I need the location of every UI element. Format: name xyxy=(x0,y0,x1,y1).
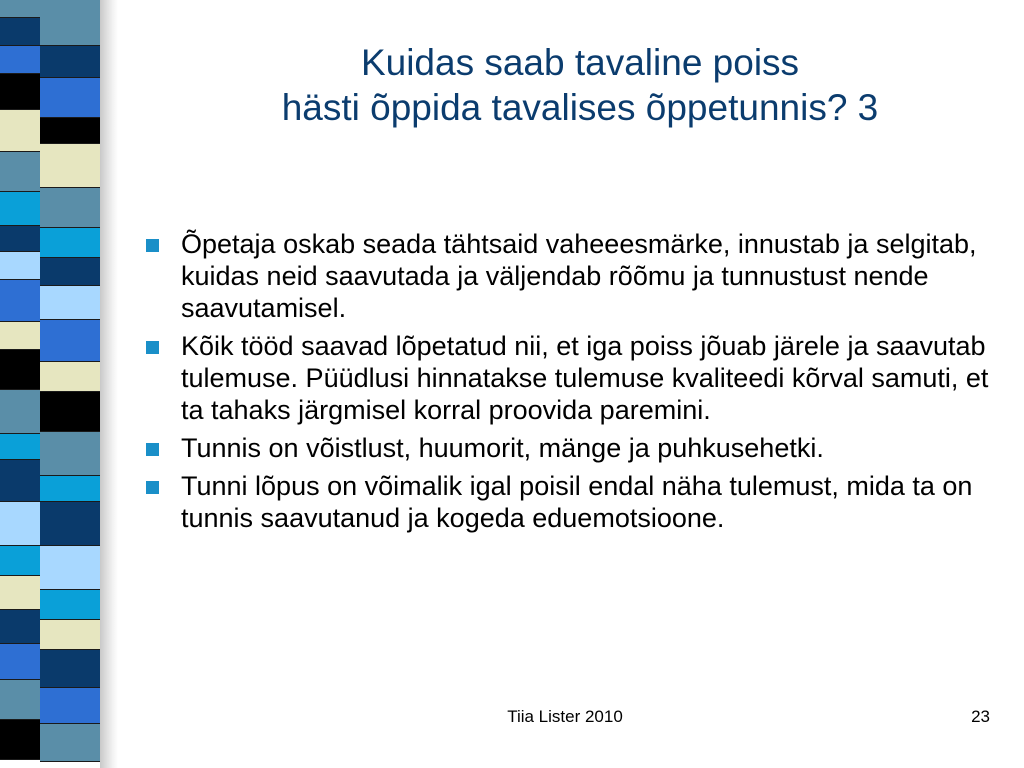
decorative-strip-shadow xyxy=(100,0,118,768)
strip-block xyxy=(0,226,40,252)
title-line-1: Kuidas saab tavaline poiss xyxy=(360,42,800,83)
strip-block xyxy=(40,546,100,590)
page-number: 23 xyxy=(971,707,990,726)
strip-block xyxy=(0,460,40,502)
bullet-item xyxy=(140,330,1000,426)
strip-block xyxy=(0,644,40,680)
strip-block xyxy=(40,688,100,724)
strip-block xyxy=(0,390,40,434)
strip-block xyxy=(40,432,100,476)
title-line-2: hästi õppida tavalises õppetunnis? 3 xyxy=(281,87,879,128)
decorative-strip-left xyxy=(0,0,40,768)
strip-block xyxy=(40,320,100,362)
strip-block xyxy=(0,576,40,610)
strip-block xyxy=(0,680,40,720)
bullet-item xyxy=(140,228,1000,324)
bullet-item xyxy=(140,432,1000,464)
strip-block xyxy=(40,258,100,286)
strip-block xyxy=(0,502,40,546)
bullet-text: Kõik tööd saavad lõpetatud nii, et iga poiss jõuab järele ja saavutab tulemuse. Püüdlusi hinnatakse tulemuse kvaliteedi kõrval samuti, et ta tahaks järgmisel korral proovida paremini. xyxy=(181,331,989,425)
strip-block xyxy=(0,350,40,390)
strip-block xyxy=(0,546,40,576)
bullet-text: Tunni lõpus on võimalik igal poisil endal näha tulemust, mida ta on tunnis saavutanud ja kogeda eduemotsioone. xyxy=(181,471,973,533)
strip-block xyxy=(0,18,40,46)
square-bullet-icon xyxy=(146,239,159,252)
strip-block xyxy=(0,610,40,644)
strip-block xyxy=(0,74,40,110)
strip-block xyxy=(40,502,100,546)
strip-block xyxy=(40,78,100,118)
strip-block xyxy=(0,46,40,74)
strip-block xyxy=(40,476,100,502)
footer-author: Tiia Lister 2010 xyxy=(507,707,623,726)
strip-block xyxy=(0,0,40,18)
strip-block xyxy=(0,152,40,192)
strip-block xyxy=(40,144,100,188)
strip-block xyxy=(40,228,100,258)
strip-block xyxy=(0,192,40,226)
strip-block xyxy=(0,322,40,350)
strip-block xyxy=(40,650,100,688)
strip-block xyxy=(0,434,40,460)
slide-title xyxy=(150,40,1010,130)
strip-block xyxy=(40,46,100,78)
bullet-list xyxy=(140,228,1000,540)
square-bullet-icon xyxy=(146,481,159,494)
square-bullet-icon xyxy=(146,443,159,456)
strip-block xyxy=(40,620,100,650)
decorative-strip-right xyxy=(40,0,100,768)
square-bullet-icon xyxy=(146,341,159,354)
bullet-item xyxy=(140,470,1000,534)
strip-block xyxy=(0,252,40,280)
bullet-text: Tunnis on võistlust, huumorit, mänge ja puhkusehetki. xyxy=(181,433,824,463)
strip-block xyxy=(40,392,100,432)
strip-block xyxy=(40,590,100,620)
strip-block xyxy=(0,280,40,322)
strip-block xyxy=(40,286,100,320)
strip-block xyxy=(40,0,100,46)
strip-block xyxy=(40,724,100,762)
bullet-text: Õpetaja oskab seada tähtsaid vaheeesmärke, innustab ja selgitab, kuidas neid saavutada ja väljendab rõõmu ja tunnustust nende saavutamisel. xyxy=(181,229,977,323)
strip-block xyxy=(0,110,40,152)
strip-block xyxy=(40,362,100,392)
strip-block xyxy=(40,118,100,144)
strip-block xyxy=(0,720,40,760)
strip-block xyxy=(40,188,100,228)
